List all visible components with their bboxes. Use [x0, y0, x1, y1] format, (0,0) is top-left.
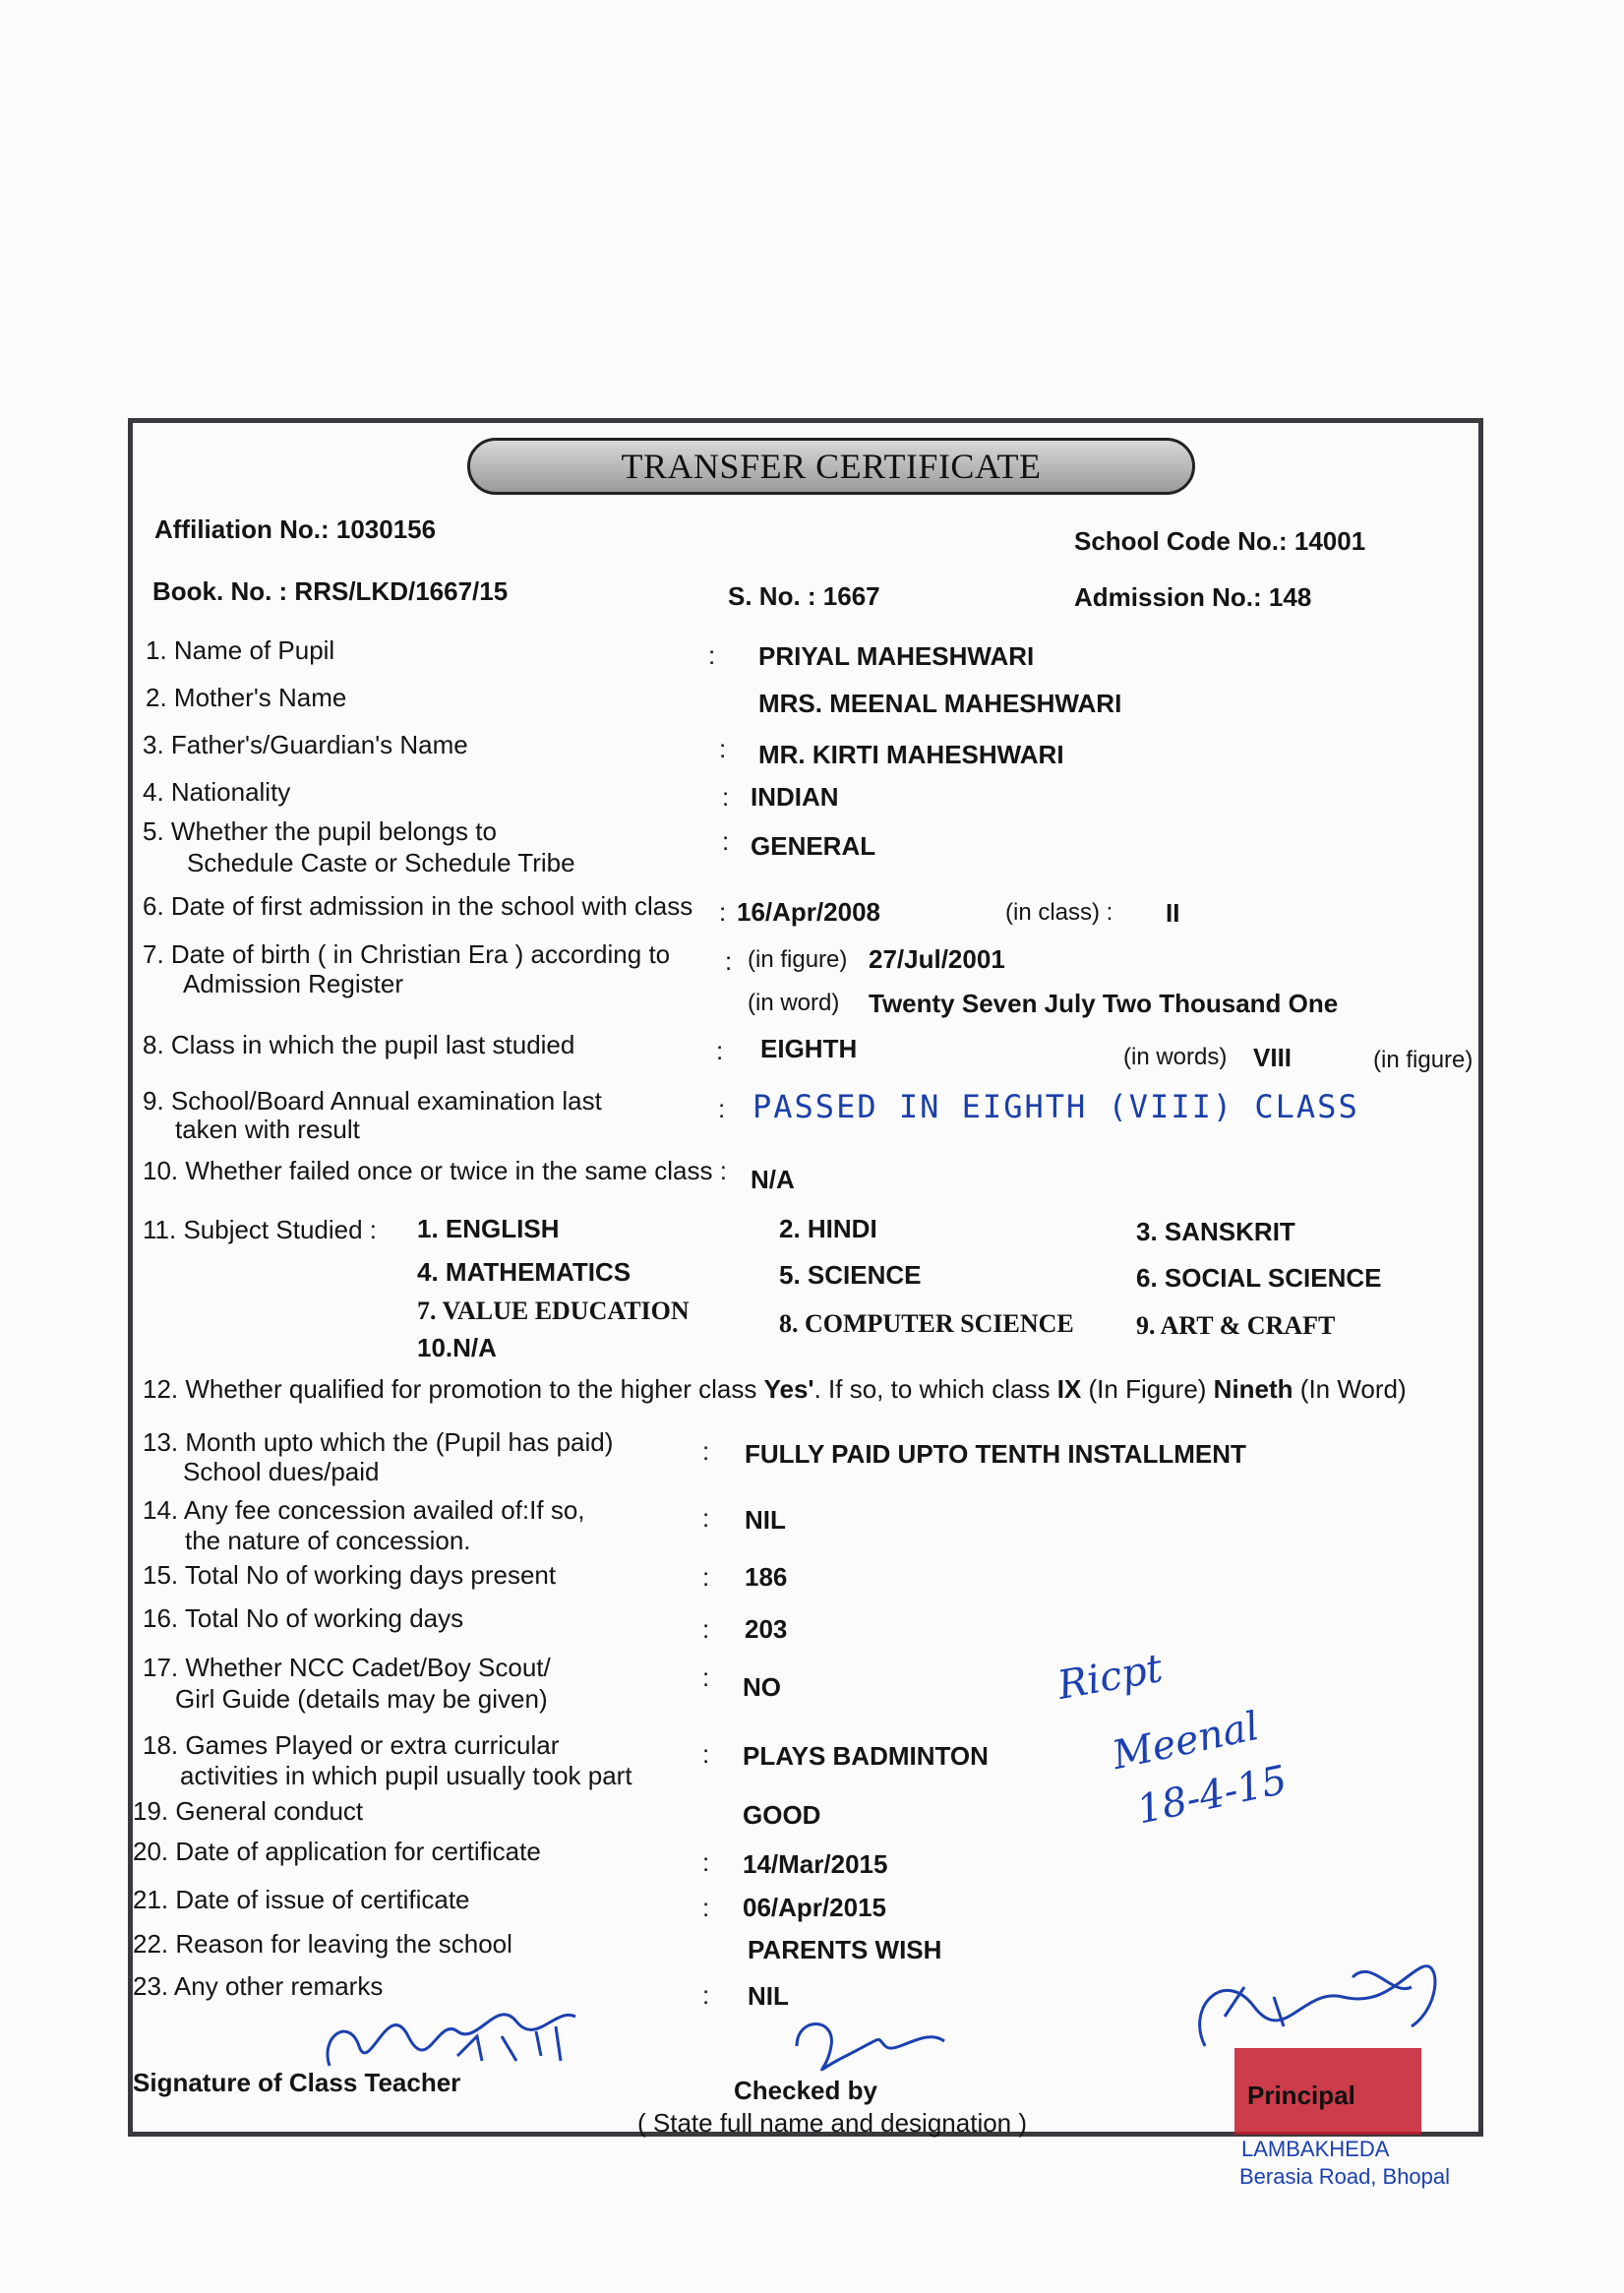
row-9-colon: :	[718, 1094, 726, 1123]
serial-number: S. No. : 1667	[728, 581, 880, 611]
row-17-colon: :	[702, 1662, 710, 1692]
row-3-label: 3. Father's/Guardian's Name	[143, 730, 468, 759]
admission-number: Admission No.: 148	[1074, 582, 1312, 612]
row-7-colon: :	[725, 946, 733, 976]
last-class-words: EIGHTH	[760, 1034, 858, 1063]
receipt-note-2: Meenal	[1108, 1703, 1263, 1780]
row-23-colon: :	[702, 1980, 710, 2010]
subject-item: 4. MATHEMATICS	[417, 1257, 632, 1287]
row-4-label: 4. Nationality	[143, 777, 291, 807]
book-number: Book. No. : RRS/LKD/1667/15	[152, 576, 509, 606]
failed-status: N/A	[751, 1165, 795, 1194]
row-2-label: 2. Mother's Name	[146, 683, 347, 712]
row-18-colon: :	[702, 1739, 710, 1769]
general-conduct: GOOD	[743, 1800, 821, 1830]
affiliation-number: Affiliation No.: 1030156	[154, 514, 437, 544]
row-13-colon: :	[702, 1436, 710, 1466]
admission-class-label: (in class) :	[1005, 899, 1113, 926]
row-5-label-2: Schedule Caste or Schedule Tribe	[187, 848, 575, 877]
application-date: 14/Mar/2015	[743, 1849, 888, 1879]
row-21-colon: :	[702, 1893, 710, 1922]
admission-class: II	[1166, 898, 1180, 928]
row-14-label-2: the nature of concession.	[185, 1526, 471, 1555]
first-admission-date: 16/Apr/2008	[737, 897, 880, 927]
row-16-label: 16. Total No of working days	[143, 1603, 464, 1633]
subject-item: 3. SANSKRIT	[1136, 1217, 1295, 1246]
designation-note: ( State full name and designation )	[637, 2108, 1028, 2138]
row-14-colon: :	[702, 1503, 710, 1533]
row-8-colon: :	[716, 1036, 724, 1065]
subject-item: 10.N/A	[417, 1333, 497, 1362]
row-12-text: 12. Whether qualified for promotion to the higher class Yes'. If so, to which class IX (In Figure) Nineth (In Word)	[143, 1374, 1407, 1404]
ncc-scout: NO	[743, 1672, 781, 1702]
dob-words: Twenty Seven July Two Thousand One	[869, 989, 1339, 1018]
subject-item: 8. COMPUTER SCIENCE	[779, 1309, 1074, 1338]
row-17-label-1: 17. Whether NCC Cadet/Boy Scout/	[143, 1653, 551, 1682]
subject-item: 7. VALUE EDUCATION	[417, 1297, 690, 1325]
row-13-label-1: 13. Month upto which the (Pupil has paid)	[143, 1427, 614, 1457]
stamp-line-1: LAMBAKHEDA	[1241, 2137, 1390, 2161]
receipt-note-3: 18-4-15	[1132, 1757, 1292, 1834]
row-15-colon: :	[702, 1562, 710, 1592]
certificate-title: TRANSFER CERTIFICATE	[467, 438, 1195, 495]
row-5-label-1: 5. Whether the pupil belongs to	[143, 816, 497, 846]
subject-item: 1. ENGLISH	[417, 1214, 560, 1243]
row-10-label: 10. Whether failed once or twice in the same class :	[143, 1156, 727, 1185]
row-3-colon: :	[719, 734, 727, 763]
dob-figure-label: (in figure)	[748, 946, 848, 973]
row-13-label-2: School dues/paid	[183, 1457, 380, 1486]
receipt-note-1: Ricpt	[1053, 1646, 1167, 1709]
row-21-label: 21. Date of issue of certificate	[133, 1885, 470, 1914]
dues-paid: FULLY PAID UPTO TENTH INSTALLMENT	[745, 1439, 1246, 1469]
last-class-figure: VIII	[1253, 1043, 1293, 1072]
row-16-colon: :	[702, 1614, 710, 1644]
row-8-label: 8. Class in which the pupil last studied	[143, 1030, 575, 1059]
other-remarks: NIL	[748, 1981, 789, 2011]
dob-figure: 27/Jul/2001	[869, 944, 1005, 974]
row-6-colon: :	[719, 897, 727, 927]
row-1-label: 1. Name of Pupil	[146, 635, 335, 665]
row-9-label-2: taken with result	[175, 1115, 360, 1144]
principal-label: Principal	[1247, 2081, 1355, 2110]
row-7-label-2: Admission Register	[183, 969, 403, 998]
pupil-name: PRIYAL MAHESHWARI	[758, 641, 1035, 671]
dob-word-label: (in word)	[748, 990, 840, 1016]
class-teacher-signature	[310, 1977, 625, 2085]
checked-by-label: Checked by	[734, 2076, 877, 2105]
words-label: (in words)	[1123, 1044, 1228, 1070]
nationality: INDIAN	[751, 782, 839, 812]
working-days: 203	[745, 1614, 788, 1644]
row-5-colon: :	[722, 826, 730, 856]
row-6-label: 6. Date of first admission in the school with class	[143, 891, 693, 921]
subject-item: 5. SCIENCE	[779, 1260, 922, 1290]
mother-name: MRS. MEENAL MAHESHWARI	[758, 689, 1122, 718]
subject-item: 2. HINDI	[779, 1214, 877, 1243]
school-code: School Code No.: 14001	[1074, 526, 1366, 556]
subject-item: 6. SOCIAL SCIENCE	[1136, 1263, 1382, 1293]
row-20-colon: :	[702, 1847, 710, 1877]
issue-date: 06/Apr/2015	[743, 1893, 886, 1922]
fee-concession: NIL	[745, 1505, 786, 1535]
row-17-label-2: Girl Guide (details may be given)	[175, 1684, 548, 1714]
row-1-colon: :	[708, 640, 716, 670]
row-7-label-1: 7. Date of birth ( in Christian Era ) according to	[143, 939, 671, 969]
row-9-label-1: 9. School/Board Annual examination last	[143, 1086, 602, 1116]
leaving-reason: PARENTS WISH	[748, 1935, 942, 1964]
row-11-label: 11. Subject Studied :	[143, 1215, 378, 1244]
father-name: MR. KIRTI MAHESHWARI	[758, 740, 1064, 769]
subject-item: 9. ART & CRAFT	[1136, 1311, 1336, 1340]
days-present: 186	[745, 1562, 788, 1592]
row-18-label-1: 18. Games Played or extra curricular	[143, 1730, 560, 1760]
class-teacher-signature-label: Signature of Class Teacher	[133, 2068, 461, 2097]
checker-signature	[787, 2007, 984, 2085]
stamp-line-2: Berasia Road, Bhopal	[1239, 2164, 1451, 2189]
row-20-label: 20. Date of application for certificate	[133, 1837, 541, 1866]
exam-result-handwritten: PASSED IN EIGHTH (VIII) CLASS	[752, 1088, 1359, 1125]
row-22-label: 22. Reason for leaving the school	[133, 1929, 512, 1959]
row-18-label-2: activities in which pupil usually took part	[180, 1761, 632, 1790]
row-4-colon: :	[722, 782, 730, 812]
row-14-label-1: 14. Any fee concession availed of:If so,	[143, 1495, 585, 1525]
principal-signature	[1185, 1948, 1461, 2085]
caste-category: GENERAL	[751, 831, 876, 861]
row-19-label: 19. General conduct	[133, 1796, 364, 1826]
row-23-label: 23. Any other remarks	[133, 1971, 384, 2001]
games-played: PLAYS BADMINTON	[743, 1741, 989, 1771]
row-15-label: 15. Total No of working days present	[143, 1560, 557, 1590]
figure-label: (in figure)	[1373, 1047, 1474, 1073]
